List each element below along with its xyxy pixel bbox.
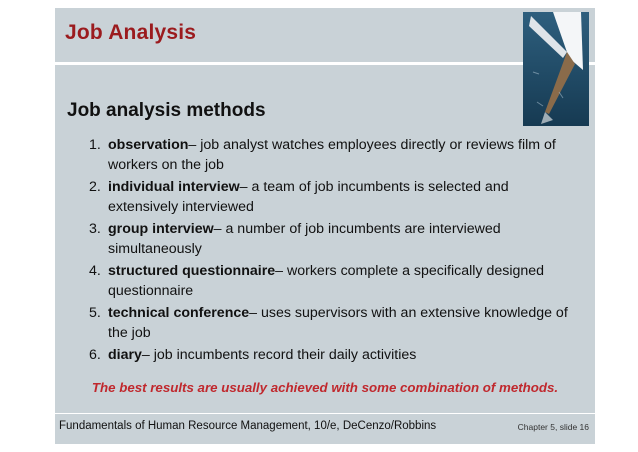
- item-term: individual interview: [108, 179, 240, 195]
- item-description: – a number of job incumbents are interviewed simultaneously: [108, 221, 501, 257]
- item-number: 1.: [89, 137, 101, 153]
- slide: [55, 8, 595, 444]
- item-term: group interview: [108, 221, 214, 237]
- footer-divider: [55, 413, 595, 414]
- list-item: [89, 304, 579, 343]
- slide-title: Job Analysis: [65, 21, 197, 44]
- item-term: observation: [108, 137, 189, 153]
- item-term: technical conference: [108, 305, 250, 321]
- item-term: diary: [108, 347, 142, 363]
- item-description: – uses supervisors with an extensive knowledge of the job: [108, 305, 568, 341]
- title-band: [55, 8, 595, 62]
- sailboat-photo-icon: [523, 12, 589, 126]
- footer-slide-number: Chapter 5, slide 16: [517, 422, 589, 432]
- footer-source: Fundamentals of Human Resource Management, 10/e, DeCenzo/Robbins: [59, 420, 437, 432]
- list-item: [89, 178, 579, 217]
- item-term: structured questionnaire: [108, 263, 276, 279]
- list-item: [89, 220, 579, 259]
- item-description: – workers complete a specifically designed questionnaire: [108, 263, 545, 299]
- item-description: – job incumbents record their daily activities: [141, 347, 417, 363]
- item-number: 5.: [89, 305, 101, 321]
- item-number: 4.: [89, 263, 101, 279]
- item-number: 2.: [89, 179, 101, 195]
- list-item: [89, 136, 579, 175]
- section-heading: Job analysis methods: [67, 100, 266, 121]
- item-description: – job analyst watches employees directly or reviews film of workers on the job: [108, 137, 556, 173]
- title-divider: [55, 62, 595, 65]
- item-number: 6.: [89, 347, 101, 363]
- item-number: 3.: [89, 221, 101, 237]
- summary-note: The best results are usually achieved with some combination of methods.: [91, 380, 559, 395]
- methods-list: [89, 136, 579, 369]
- list-item: [89, 262, 579, 301]
- list-item: [89, 346, 579, 366]
- item-description: – a team of job incumbents is selected and extensively interviewed: [108, 179, 509, 215]
